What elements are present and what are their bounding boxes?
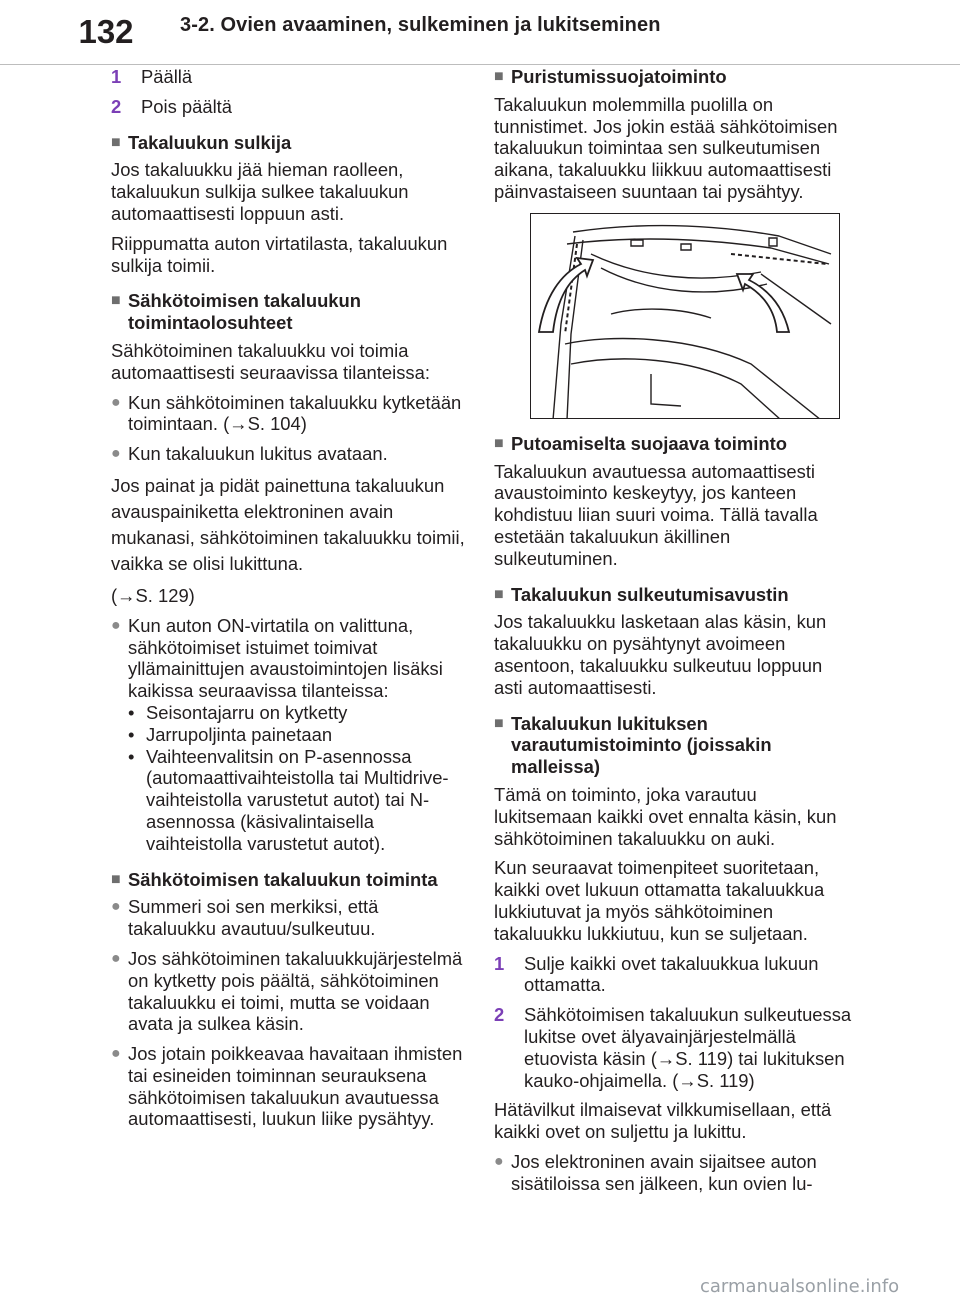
square-bullet-icon: ■	[494, 585, 504, 603]
list-item: ● Summeri soi sen merkiksi, että takaluukku avautuu/sulkeutuu.	[111, 896, 379, 940]
tailgate-sensor-illustration	[530, 213, 840, 419]
tailgate-line-drawing	[531, 214, 840, 419]
section-heading: ■ Takaluukun sulkija	[111, 131, 292, 153]
section-heading: ■ Putoamiselta suojaava toiminto	[494, 432, 787, 454]
header-divider	[0, 64, 960, 65]
list-item: ● Jos elektroninen avain sijaitsee auton sisätiloissa sen jälkeen, kun ovien lu-	[494, 1150, 817, 1194]
step-text: Pois päältä	[141, 95, 232, 117]
sub-list-item: • Jarrupoljinta painetaan	[128, 723, 333, 745]
paragraph: Sähkötoiminen takaluukku voi toimia automaattisesti seuraavissa tilanteissa:	[111, 339, 430, 383]
right-column	[494, 66, 854, 1202]
step-number: 1	[494, 952, 505, 974]
paragraph: Tämä on toiminto, joka varautuu lukitsemaan kaikki ovet ennalta käsin, kun sähkötoiminen takaluukku on auki.	[494, 783, 837, 849]
step-text: Sähkötoimisen takaluukun sulkeutuessa lukitse ovet älyavainjärjestelmällä etuovista käsin (→S. 119) tai lukituksen kauko-ohjaimella. (→S. 119)	[524, 1004, 852, 1091]
page-header	[0, 0, 960, 64]
square-bullet-icon: ■	[111, 133, 121, 151]
chapter-title: 3-2. Ovien avaaminen, sulkeminen ja lukitseminen	[180, 14, 661, 36]
paragraph: Takaluukun avautuessa automaattisesti avaustoiminto keskeytyy, jos kanteen kohdistuu liian suuri voima. Tällä tavalla estetään takaluukun äkillinen sulkeutuminen.	[494, 460, 818, 569]
step-item	[494, 953, 854, 997]
step-item	[111, 66, 467, 88]
page-number: 132	[78, 13, 134, 50]
square-bullet-icon: ■	[111, 870, 121, 888]
list-item: ● Kun sähkötoiminen takaluukku kytketään toimintaan. (→S. 104)	[111, 391, 462, 435]
sub-list-item: • Vaihteenvalitsin on P-asennossa (automaattivaihteistolla tai Multidrive-vaihteistolla varustetut autot) tai N-asennossa (käsivalintaisella vaihteistolla varustetut autot).	[128, 745, 449, 854]
circle-bullet-icon: ●	[111, 1045, 121, 1063]
step-number: 1	[111, 66, 122, 87]
paragraph: Takaluukun molemmilla puolilla on tunnistimet. Jos jokin estää sähkötoimisen takaluukun toimintaa sen sulkeutumisen aikana, takaluukku liikkuu automaattisesti päinvastaiseen suuntaan tai pysähtyy.	[494, 93, 838, 202]
sub-list-item: • Seisontajarru on kytketty	[128, 701, 348, 723]
circle-bullet-icon: ●	[494, 1152, 504, 1170]
circle-bullet-icon: ●	[111, 445, 121, 463]
paragraph: Jos takaluukku jää hieman raolleen, takaluukun sulkija sulkee takaluukun automaattisesti loppuun asti.	[111, 159, 409, 224]
paragraph: Riippumatta auton virtatilasta, takaluukun sulkija toimii.	[111, 232, 448, 276]
paragraph: Kun seuraavat toimenpiteet suoritetaan, kaikki ovet lukuun ottamatta takaluukkua lukkiutuvat ja myös sähkötoiminen takaluukku lukkiutuu, kun se suljetaan.	[494, 857, 825, 944]
section-heading: ■ Sähkötoimisen takaluukun toiminta	[111, 868, 438, 890]
square-bullet-icon: ■	[494, 68, 504, 85]
step-number: 2	[494, 1004, 505, 1026]
page-reference: (→S. 129)	[111, 584, 195, 606]
circle-bullet-icon: ●	[111, 616, 121, 634]
step-number: 2	[111, 95, 122, 117]
list-item: ● Jos sähkötoiminen takaluukkujärjestelmä on kytketty pois päältä, sähkötoiminen takaluukku ei toimi, mutta se voidaan avata ja sulkea käsin.	[111, 947, 463, 1035]
paragraph: Jos painat ja pidät painettuna takaluukun avauspainiketta elektroninen avain mukanasi, sähkötoiminen takaluukku toimii, vaikka se olisi lukittuna.	[111, 474, 465, 574]
list-item: ● Jos jotain poikkeavaa havaitaan ihmisten tai esineiden toiminnan seurauksena sähkötoimisen takaluukun avautuessa automaattisesti, luukun liike pysähtyy.	[111, 1043, 463, 1130]
circle-bullet-icon: ●	[111, 393, 121, 411]
paragraph: Jos takaluukku lasketaan alas käsin, kun takaluukku on pysähtynyt avoimeen asentoon, takaluukku sulkeutuu loppuun asti automaattisesti.	[494, 611, 827, 698]
section-heading: ■ Sähkötoimisen takaluukun toimintaolosuhteet	[111, 290, 361, 334]
step-item	[111, 96, 467, 118]
square-bullet-icon: ■	[494, 434, 504, 452]
square-bullet-icon: ■	[494, 714, 504, 732]
section-heading: ■ Puristumissuojatoiminto	[494, 66, 727, 87]
section-heading: ■ Takaluukun lukituksen varautumistoiminto (joissakin malleissa)	[494, 712, 772, 778]
step-text: Sulje kaikki ovet takaluukkua lukuun ottamatta.	[524, 952, 819, 996]
list-item: ● Kun takaluukun lukitus avataan.	[111, 443, 388, 465]
watermark: carmanualsonline.info	[700, 1276, 900, 1297]
step-item	[494, 1004, 854, 1091]
paragraph: Hätävilkut ilmaisevat vilkkumisellaan, että kaikki ovet on suljettu ja lukittu.	[494, 1099, 832, 1143]
square-bullet-icon: ■	[111, 292, 121, 310]
circle-bullet-icon: ●	[111, 949, 121, 967]
list-item: ● Kun auton ON-virtatila on valittuna, sähkötoimiset istuimet toimivat yllämainittujen avaustoimintojen lisäksi kaikissa seuraavissa tilanteissa: • Seisontajarru on kytketty • Jarrupoljinta painetaan • Vaihteenvalitsin on P-asennossa (automaattivaihteistolla tai Multidrive-vaihteistolla varustetut autot) tai N-asennossa (käsivalintaisella vaihteistolla varustetut autot).	[111, 615, 467, 855]
circle-bullet-icon: ●	[111, 898, 121, 916]
step-text: Päällä	[141, 66, 193, 87]
sub-list	[128, 702, 467, 855]
section-heading: ■ Takaluukun sulkeutumisavustin	[494, 583, 789, 605]
left-column	[111, 66, 467, 1138]
